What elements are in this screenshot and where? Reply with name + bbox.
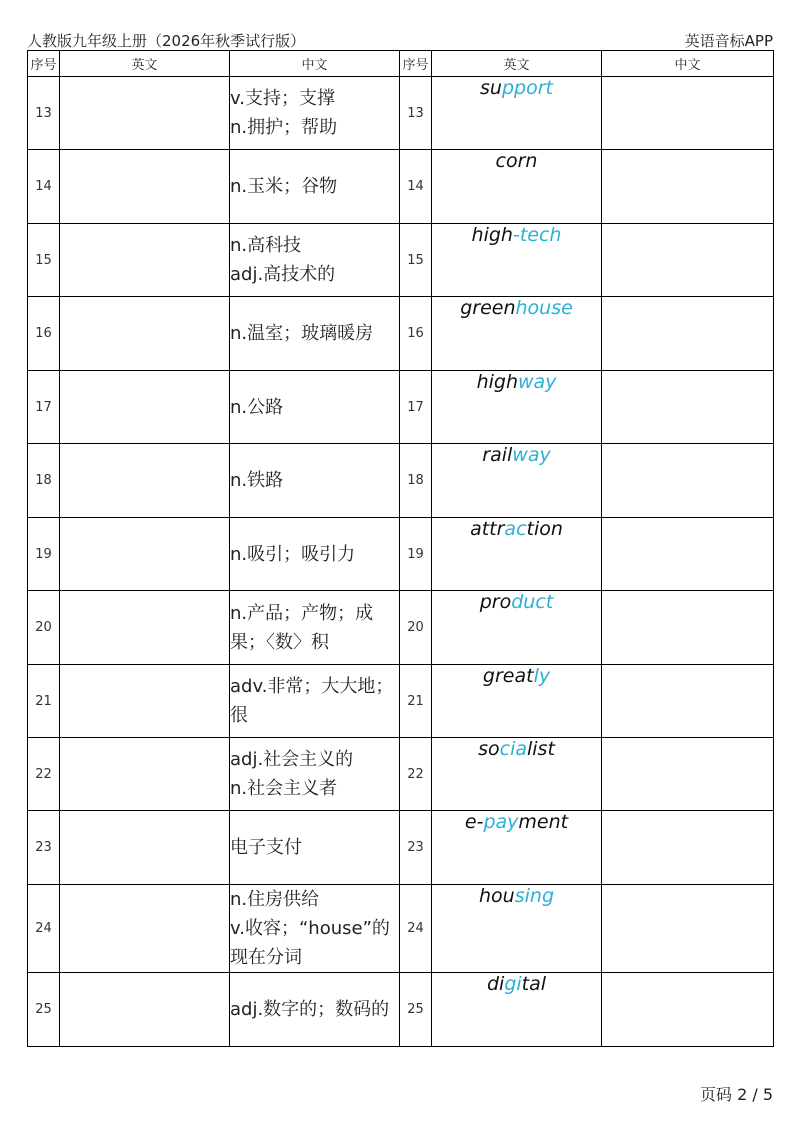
english-blank-cell [60, 444, 230, 518]
word-highlight-segment: way [518, 371, 557, 393]
word-highlight-segment: way [512, 444, 551, 466]
row-number: 13 [28, 77, 60, 150]
page-number: 页码 2 / 5 [699, 1085, 773, 1104]
word-segment: pro [479, 591, 512, 613]
english-blank-cell [60, 77, 230, 150]
app-name: 英语音标APP [684, 32, 773, 50]
word-highlight-segment: ac [504, 518, 527, 540]
chinese-meaning: n.公路 [230, 371, 400, 444]
row-number: 18 [28, 444, 60, 518]
row-number: 25 [400, 973, 432, 1047]
english-word [432, 738, 602, 811]
row-number: 24 [28, 885, 60, 973]
chinese-blank-cell [602, 973, 774, 1047]
english-word [432, 297, 602, 371]
row-number: 13 [400, 77, 432, 150]
english-word [432, 77, 602, 150]
chinese-blank-cell [602, 811, 774, 885]
row-number: 23 [400, 811, 432, 885]
table-row [28, 224, 774, 297]
chinese-blank-cell [602, 150, 774, 224]
word-highlight-segment: house [515, 297, 573, 319]
word-segment: tal [521, 973, 547, 995]
chinese-meaning: 电子支付 [230, 811, 400, 885]
english-word [432, 444, 602, 518]
english-word [432, 224, 602, 297]
english-blank-cell [60, 518, 230, 591]
english-blank-cell [60, 973, 230, 1047]
word-segment: so [478, 738, 500, 760]
table-row [28, 738, 774, 811]
table-row [28, 973, 774, 1047]
vocabulary-table [27, 50, 774, 1047]
word-highlight-segment: pport [501, 77, 553, 99]
english-word [432, 665, 602, 738]
word-segment: tion [526, 518, 563, 540]
row-number: 15 [400, 224, 432, 297]
word-segment: great [482, 665, 534, 687]
chinese-meaning: n.住房供给 v.收容；“house”的现在分词 [230, 885, 400, 973]
row-number: 25 [28, 973, 60, 1047]
row-number: 21 [400, 665, 432, 738]
english-word [432, 973, 602, 1047]
word-segment: rail [482, 444, 513, 466]
row-number: 20 [28, 591, 60, 665]
chinese-meaning: adj.社会主义的 n.社会主义者 [230, 738, 400, 811]
word-segment: high [471, 224, 513, 246]
chinese-blank-cell [602, 518, 774, 591]
document-title: 人教版九年级上册（2026年秋季试行版） [27, 32, 306, 50]
chinese-meaning: n.玉米；谷物 [230, 150, 400, 224]
table-row [28, 444, 774, 518]
row-number: 16 [28, 297, 60, 371]
table-header-row [28, 51, 774, 77]
word-segment: high [476, 371, 518, 393]
chinese-meaning: v.支持；支撑 n.拥护；帮助 [230, 77, 400, 150]
word-segment: ment [518, 811, 569, 833]
table-row [28, 150, 774, 224]
row-number: 23 [28, 811, 60, 885]
chinese-blank-cell [602, 224, 774, 297]
word-segment: list [527, 738, 555, 760]
column-header-english: 英文 [60, 51, 230, 77]
row-number: 19 [28, 518, 60, 591]
chinese-blank-cell [602, 885, 774, 973]
word-segment: green [460, 297, 516, 319]
row-number: 21 [28, 665, 60, 738]
row-number: 20 [400, 591, 432, 665]
chinese-meaning: n.吸引；吸引力 [230, 518, 400, 591]
chinese-meaning: n.高科技 adj.高技术的 [230, 224, 400, 297]
word-highlight-segment: gi [504, 973, 522, 995]
word-highlight-segment: -tech [512, 224, 562, 246]
table-row [28, 297, 774, 371]
row-number: 14 [400, 150, 432, 224]
row-number: 16 [400, 297, 432, 371]
chinese-meaning: adv.非常；大大地；很 [230, 665, 400, 738]
english-word [432, 150, 602, 224]
table-row [28, 518, 774, 591]
word-segment: attr [470, 518, 505, 540]
word-segment: su [480, 77, 502, 99]
word-segment: e- [464, 811, 484, 833]
english-blank-cell [60, 885, 230, 973]
chinese-blank-cell [602, 371, 774, 444]
english-blank-cell [60, 665, 230, 738]
english-word [432, 371, 602, 444]
row-number: 24 [400, 885, 432, 973]
english-blank-cell [60, 371, 230, 444]
table-body [28, 77, 774, 1047]
row-number: 18 [400, 444, 432, 518]
row-number: 22 [400, 738, 432, 811]
word-highlight-segment: duct [511, 591, 554, 613]
english-word [432, 591, 602, 665]
column-header-number: 序号 [28, 51, 60, 77]
word-highlight-segment: ly [533, 665, 551, 687]
column-header-chinese: 中文 [230, 51, 400, 77]
row-number: 22 [28, 738, 60, 811]
english-word [432, 885, 602, 973]
table-row [28, 77, 774, 150]
column-header-english: 英文 [432, 51, 602, 77]
word-segment: hou [479, 885, 515, 907]
chinese-blank-cell [602, 738, 774, 811]
row-number: 17 [28, 371, 60, 444]
english-blank-cell [60, 811, 230, 885]
chinese-meaning: n.铁路 [230, 444, 400, 518]
chinese-blank-cell [602, 591, 774, 665]
word-highlight-segment: sing [514, 885, 554, 907]
chinese-blank-cell [602, 297, 774, 371]
chinese-meaning: adj.数字的；数码的 [230, 973, 400, 1047]
chinese-blank-cell [602, 77, 774, 150]
english-blank-cell [60, 150, 230, 224]
table-row [28, 371, 774, 444]
english-blank-cell [60, 297, 230, 371]
row-number: 14 [28, 150, 60, 224]
table-row [28, 885, 774, 973]
word-segment: corn [495, 150, 538, 172]
chinese-meaning: n.温室；玻璃暖房 [230, 297, 400, 371]
english-word [432, 811, 602, 885]
table-row [28, 591, 774, 665]
row-number: 17 [400, 371, 432, 444]
word-highlight-segment: pay [483, 811, 519, 833]
chinese-blank-cell [602, 444, 774, 518]
english-blank-cell [60, 224, 230, 297]
row-number: 19 [400, 518, 432, 591]
chinese-blank-cell [602, 665, 774, 738]
english-word [432, 518, 602, 591]
word-segment: di [486, 973, 505, 995]
word-highlight-segment: cia [499, 738, 527, 760]
row-number: 15 [28, 224, 60, 297]
english-blank-cell [60, 738, 230, 811]
table-row [28, 665, 774, 738]
column-header-chinese: 中文 [602, 51, 774, 77]
english-blank-cell [60, 591, 230, 665]
table-row [28, 811, 774, 885]
column-header-number: 序号 [400, 51, 432, 77]
chinese-meaning: n.产品；产物；成果；〈数〉积 [230, 591, 400, 665]
